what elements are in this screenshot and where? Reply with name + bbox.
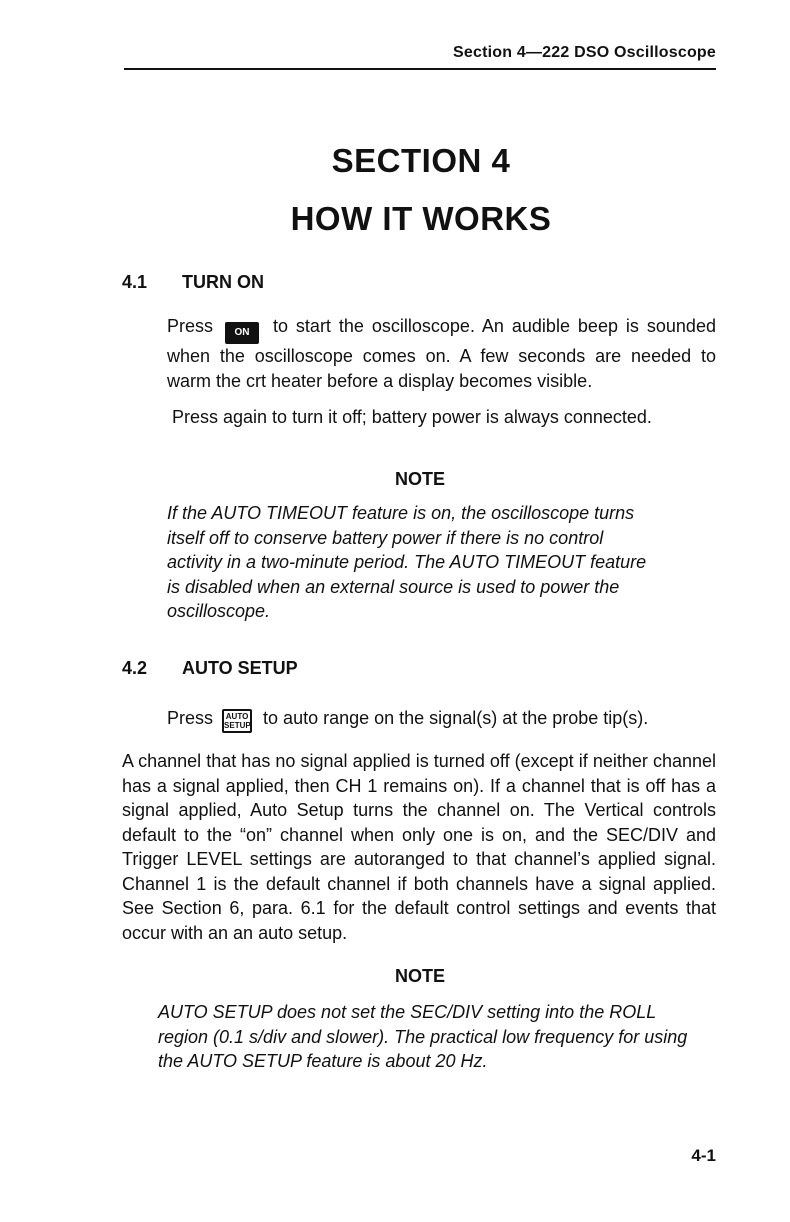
running-header: Section 4—222 DSO Oscilloscope <box>453 44 716 61</box>
subsection-heading-4-1 <box>122 272 264 293</box>
auto-setup-key-icon <box>222 709 252 733</box>
header-rule <box>124 68 716 70</box>
auto-timeout-note: If the AUTO TIMEOUT feature is on, the oscilloscope turns itself off to conserve battery power if there is no control activity in a two-minute period. The AUTO TIMEOUT feature is disabled when an external source is used to power the oscilloscope. <box>167 503 647 621</box>
subsection-number: 4.1 <box>122 272 148 292</box>
turn-off-paragraph: Press again to turn it off; battery power is always connected. <box>172 407 652 427</box>
section-number-title: SECTION 4 <box>331 142 511 179</box>
page-number: 4-1 <box>691 1146 716 1165</box>
subsection-heading-4-2 <box>122 658 298 679</box>
press-word: Press <box>167 708 214 728</box>
auto-setup-text: to auto range on the signal(s) at the probe tip(s). <box>263 708 649 728</box>
key-line-auto: AUTO <box>225 712 249 721</box>
turn-on-text: to start the oscilloscope. An audible beep is sounded when the oscilloscope comes on. A few seconds are needed to warm the crt heater before a display becomes visible. <box>167 316 716 391</box>
turn-on-paragraph <box>167 314 716 393</box>
auto-setup-note: AUTO SETUP does not set the SEC/DIV setting into the ROLL region (0.1 s/div and slower). The practical low frequency for using the AUTO SETUP feature is about 20 Hz. <box>158 1002 688 1071</box>
note-label-2: NOTE <box>394 966 445 986</box>
press-word: Press <box>167 316 214 336</box>
on-key-icon: ON <box>225 322 259 344</box>
auto-setup-description: A channel that has no signal applied is turned off (except if neither channel has a signal applied, then CH 1 remains on). If a channel that is off has a signal applied, Auto Setup turns the channel on. The Vertical controls default to the “on” channel when only one is on, and the SEC/DIV and Trigger LEVEL settings are autoranged to that channel’s applied signal. Channel 1 is the default channel if both channels have a signal applied. See Section 6, para. 6.1 for the default control settings and events that occur with an an auto setup. <box>122 751 716 943</box>
subsection-title: TURN ON <box>182 272 264 292</box>
key-line-setup: SETUP <box>224 721 251 730</box>
note-label-1: NOTE <box>394 469 445 489</box>
auto-setup-press-paragraph <box>167 706 727 733</box>
subsection-number: 4.2 <box>122 658 148 678</box>
section-name-title: HOW IT WORKS <box>290 200 552 237</box>
subsection-title: AUTO SETUP <box>182 658 298 678</box>
